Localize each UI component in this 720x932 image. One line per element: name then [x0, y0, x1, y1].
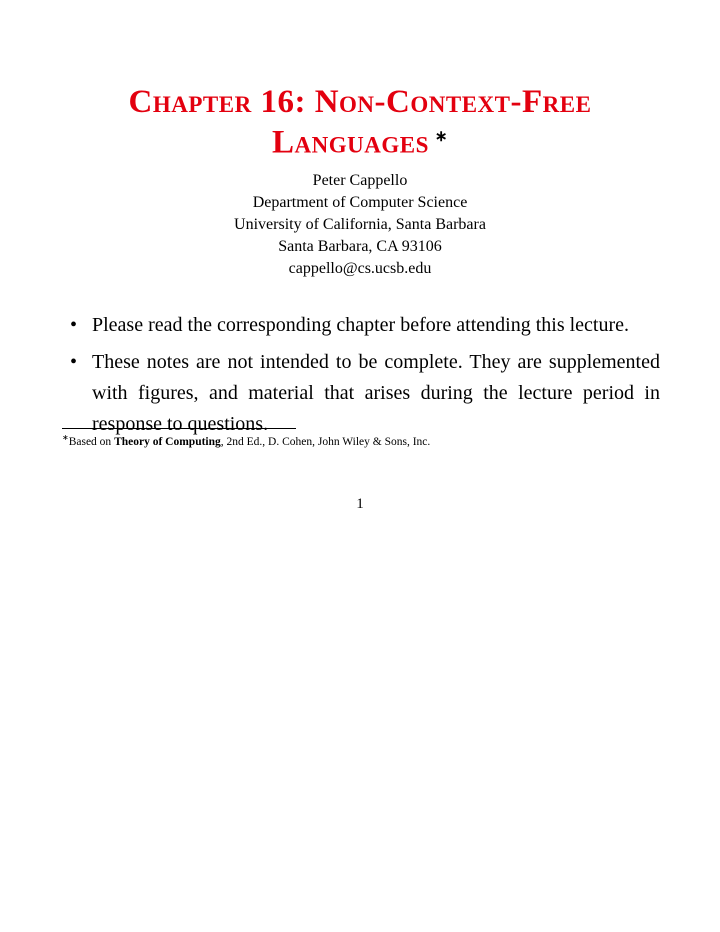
footnote-marker: ∗ — [62, 433, 69, 442]
bullet-list — [70, 310, 660, 446]
footnote-book-title: Theory of Computing — [114, 435, 221, 448]
bullet-icon: • — [70, 314, 78, 336]
chapter-title-line-2: Languages ∗ — [272, 124, 448, 161]
author-location: Santa Barbara, CA 93106 — [278, 238, 442, 255]
page-number: 1 — [356, 496, 364, 512]
footnote-suffix: , 2nd Ed., D. Cohen, John Wiley & Sons, Inc. — [220, 435, 431, 448]
list-item — [70, 347, 660, 440]
footnote — [62, 430, 662, 450]
bullet-icon: • — [70, 351, 78, 373]
chapter-title-line-1: Chapter 16: Non-Context-Free — [128, 84, 592, 120]
list-item — [70, 310, 660, 341]
author-email: cappello@cs.ucsb.edu — [288, 260, 432, 277]
author-block — [60, 170, 660, 280]
footnote-divider — [62, 428, 296, 429]
bullet-text: These notes are not intended to be complete. They are supplemented with figures, and material that arises during the lecture period in response to questions. — [92, 351, 660, 435]
author-university: University of California, Santa Barbara — [234, 216, 486, 233]
footnote-prefix: Based on — [68, 435, 115, 448]
bullet-text: Please read the corresponding chapter before attending this lecture. — [92, 314, 630, 336]
author-department: Department of Computer Science — [252, 194, 468, 211]
author-name: Peter Cappello — [312, 172, 408, 189]
title-footnote-marker: ∗ — [434, 129, 448, 145]
